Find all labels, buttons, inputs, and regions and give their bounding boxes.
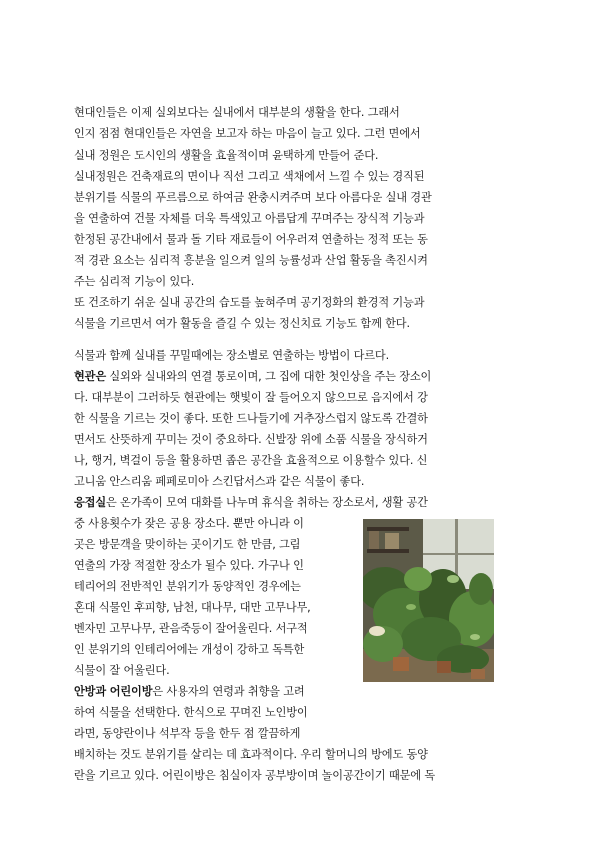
- text-line: 면서도 산뜻하게 꾸미는 것이 중요하다. 신발장 위에 소품 식물을 장식하거: [74, 433, 428, 446]
- text-line: 실내 정원은 도시인의 생활을 효율적이며 윤택하게 만들어 준다.: [74, 149, 379, 162]
- text-line: 연출의 가장 적절한 장소가 될수 있다. 가구나 인: [74, 559, 304, 572]
- bedroom-heading: 안방과 어린이방: [74, 685, 153, 698]
- text-line: 곳은 방문객을 맞이하는 곳이기도 한 만큼, 그림: [74, 538, 301, 551]
- text-line: 분위기를 식물의 푸르름으로 하여금 완충시켜주며 보다 아름다운 실내 경관: [74, 191, 432, 204]
- text-line: 벤자민 고무나무, 관음죽등이 잘어울린다. 서구적: [74, 622, 308, 635]
- text-line: 한정된 공간내에서 물과 돌 기타 재료들이 어우러져 연출하는 정적 또는 동: [74, 233, 428, 246]
- text-line: 다. 대부분이 그러하듯 현관에는 햇빛이 잘 들어오지 않으므로 음지에서 강: [74, 391, 428, 404]
- text-line: 배치하는 것도 분위기를 살리는 데 효과적이다. 우리 할머니의 방에도 동양: [74, 748, 428, 761]
- text-line: 고니움 안스리움 페페로미아 스킨답서스과 같은 식물이 좋다.: [74, 475, 365, 488]
- plants-illustration: [363, 519, 494, 682]
- entrance-line: [74, 369, 431, 385]
- text-line: 란을 기르고 있다. 어린이방은 침실이자 공부방이며 놀이공간이기 때문에 독: [74, 769, 436, 782]
- text-line: 한 식물을 기르는 것이 좋다. 또한 드나들기에 거추장스럽지 않도록 간결하: [74, 412, 428, 425]
- text-line: 혼대 식물인 후피향, 남천, 대나무, 대만 고무나무,: [74, 601, 311, 614]
- text-line: 식물이 잘 어울린다.: [74, 664, 170, 677]
- reception-text: 은 온가족이 모여 대화를 나누며 휴식을 취하는 장소로서, 생활 공간: [105, 496, 428, 509]
- text-line: 테리어의 전반적인 분위기가 동양적인 경우에는: [74, 580, 301, 593]
- text-line: 실내정원은 건축재료의 면이나 직선 그리고 색채에서 느낄 수 있는 경직된: [74, 170, 425, 183]
- reception-line: [74, 495, 428, 511]
- reception-heading: 응접실: [74, 496, 106, 509]
- bedroom-text: 은 사용자의 연령과 취향을 고려: [152, 685, 305, 698]
- text-line: 적 경관 요소는 심리적 흥분을 일으켜 일의 능률성과 산업 활동을 촉진시켜: [74, 254, 428, 267]
- text-line: 식물을 기르면서 여가 활동을 즐길 수 있는 정신치료 기능도 함께 한다.: [74, 317, 410, 330]
- text-line: 현대인들은 이제 실외보다는 실내에서 대부분의 생활을 한다. 그래서: [74, 106, 400, 119]
- text-line: 식물과 함께 실내를 꾸밀때에는 장소별로 연출하는 방법이 다르다.: [74, 349, 389, 362]
- entrance-text: 실외와 실내와의 연결 통로이며, 그 집에 대한 첫인상을 주는 장소이: [105, 370, 432, 383]
- text-line: 인지 점점 현대인들은 자연을 보고자 하는 마음이 늘고 있다. 그런 면에서: [74, 127, 421, 140]
- text-line: 라면, 동양란이나 석부작 등을 한두 점 깔끔하게: [74, 727, 301, 740]
- text-line: 하여 식물을 선택한다. 한식으로 꾸며진 노인방이: [74, 706, 308, 719]
- entrance-heading: 현관은: [74, 370, 106, 383]
- text-line: 중 사용횟수가 잦은 공용 장소다. 뿐만 아니라 이: [74, 517, 304, 530]
- text-line: 인 분위기의 인테리어에는 개성이 강하고 독특한: [74, 643, 305, 656]
- text-line: 나, 행거, 벽걸이 등을 활용하면 좁은 공간을 효율적으로 이용할수 있다. 신: [74, 454, 428, 467]
- indoor-plants-photo: [363, 519, 494, 682]
- text-line: 을 연출하여 건물 자체를 더욱 특색있고 아름답게 꾸며주는 장식적 기능과: [74, 212, 425, 225]
- text-line: 또 건조하기 쉬운 실내 공간의 습도를 높혀주며 공기정화의 환경적 기능과: [74, 296, 425, 309]
- bedroom-line: [74, 684, 305, 700]
- text-line: 주는 심리적 기능이 있다.: [74, 275, 195, 288]
